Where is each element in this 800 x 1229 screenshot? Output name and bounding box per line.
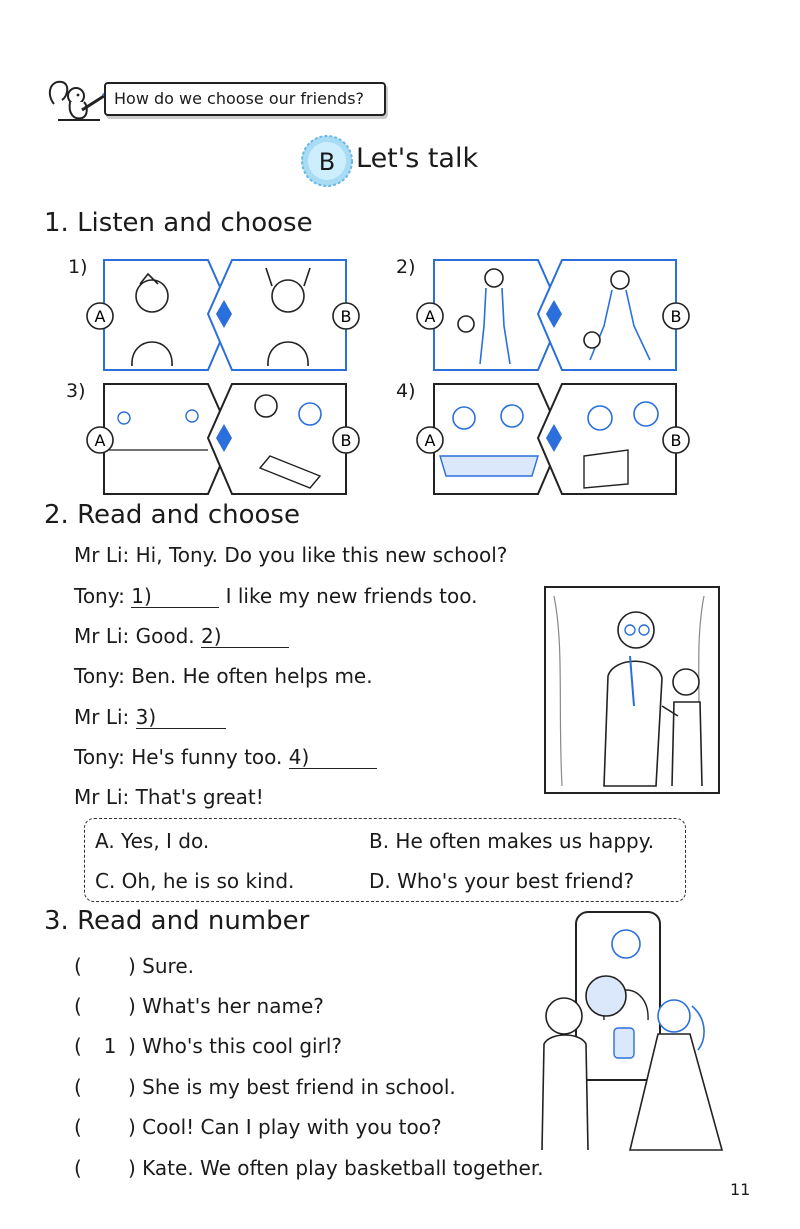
choice-a-label[interactable]: A [94, 431, 106, 450]
page-number: 11 [730, 1180, 751, 1199]
section-badge-letter: B [318, 148, 336, 176]
choice-b-label[interactable]: B [340, 431, 352, 450]
number-row-2 [74, 992, 324, 1020]
open-paren: ( [74, 1034, 82, 1058]
number-row-5 [74, 1113, 442, 1141]
speaker: Tony: He's funny too. [74, 745, 289, 769]
choice-b-label[interactable]: B [670, 307, 682, 326]
answer-blank-3[interactable]: 3) [136, 706, 226, 729]
choice-a-label[interactable]: A [94, 307, 106, 326]
open-paren: ( [74, 1075, 82, 1099]
open-paren: ( [74, 954, 82, 978]
dialogue-text: I like my new friends too. [219, 584, 478, 608]
teacher-student-illustration [544, 586, 720, 794]
task1-heading: 1. Listen and choose [44, 208, 313, 238]
sentence-6: ) Kate. We often play basketball together. [128, 1156, 544, 1180]
choice-b-label[interactable]: B [670, 431, 682, 450]
choice-a-label[interactable]: A [424, 431, 436, 450]
task1-item1-number: 1) [68, 256, 88, 278]
task1-item2-number: 2) [396, 256, 416, 278]
task3-heading: 3. Read and number [44, 906, 310, 936]
dialogue-line-3 [74, 621, 289, 651]
answer-options-box [84, 818, 686, 902]
squirrel-mascot-icon [44, 74, 110, 126]
dialogue-line-7: Mr Li: That's great! [74, 785, 264, 809]
sentence-5: ) Cool! Can I play with you too? [128, 1115, 442, 1139]
task1-item3-pictures [84, 380, 368, 498]
sentence-1: ) Sure. [128, 954, 194, 978]
number-row-4 [74, 1073, 456, 1101]
section-title: Let's talk [356, 143, 479, 174]
task1-item3-number: 3) [66, 380, 86, 402]
sentence-2: ) What's her name? [128, 994, 324, 1018]
speaker: Mr Li: [74, 705, 136, 729]
answer-blank-4[interactable]: 4) [289, 746, 377, 769]
unit-question: How do we choose our friends? [114, 89, 365, 108]
sentence-3: ) Who's this cool girl? [128, 1034, 343, 1058]
number-row-1 [74, 952, 194, 980]
open-paren: ( [74, 1115, 82, 1139]
dialogue-line-1: Mr Li: Hi, Tony. Do you like this new school? [74, 543, 508, 567]
section-badge [300, 134, 354, 188]
dialogue-line-2 [74, 581, 477, 611]
answer-blank-2[interactable]: 2) [201, 625, 289, 648]
choice-a-label[interactable]: A [424, 307, 436, 326]
kids-phone-illustration [526, 910, 726, 1154]
dialogue-line-4: Tony: Ben. He often helps me. [74, 664, 373, 688]
number-slot-3[interactable]: 1 [103, 1034, 117, 1058]
task1-item4-pictures [414, 380, 698, 498]
task1-item2-pictures [414, 256, 698, 374]
answer-blank-1[interactable]: 1) [131, 585, 219, 608]
option-c[interactable]: C. Oh, he is so kind. [95, 869, 295, 893]
open-paren: ( [74, 994, 82, 1018]
unit-question-box [104, 82, 386, 116]
speaker: Tony: [74, 584, 132, 608]
dialogue-line-5 [74, 702, 226, 732]
option-a[interactable]: A. Yes, I do. [95, 829, 210, 853]
option-b[interactable]: B. He often makes us happy. [369, 829, 655, 853]
option-d[interactable]: D. Who's your best friend? [369, 869, 635, 893]
number-row-3 [74, 1032, 343, 1060]
dialogue-line-6 [74, 742, 377, 772]
choice-b-label[interactable]: B [340, 307, 352, 326]
number-row-6 [74, 1154, 544, 1182]
sentence-4: ) She is my best friend in school. [128, 1075, 456, 1099]
task1-item1-pictures [84, 256, 368, 374]
open-paren: ( [74, 1156, 82, 1180]
task1-item4-number: 4) [396, 380, 416, 402]
task2-heading: 2. Read and choose [44, 500, 300, 530]
speaker: Mr Li: Good. [74, 624, 202, 648]
